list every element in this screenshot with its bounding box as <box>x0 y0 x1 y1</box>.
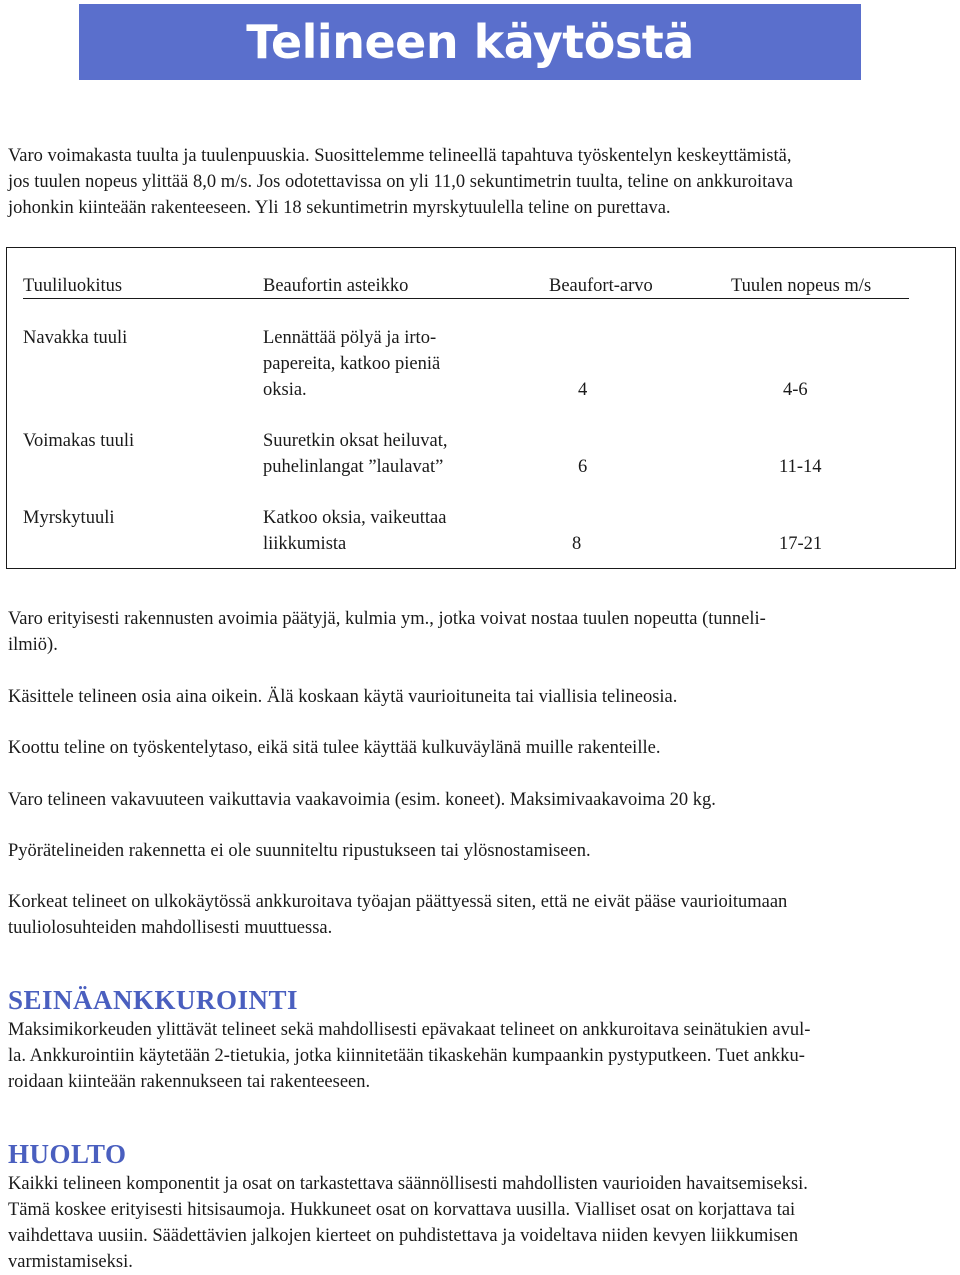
intro-line: johonkin kiinteään rakenteeseen. Yli 18 sekuntimetrin myrskytuulella teline on purettava. <box>8 198 671 218</box>
table-header-speed: Tuulen nopeus m/s <box>731 276 872 296</box>
note-line: Koottu teline on työskentelytaso, eikä sitä tulee käyttää kulkuväylänä muille rakenteille. <box>8 738 661 758</box>
table-cell-desc: puhelinlangat ”laulavat” <box>263 457 444 477</box>
table-cell-beaufort: 4 <box>578 380 588 400</box>
table-header-beaufort: Beaufort-arvo <box>549 276 653 296</box>
section-line: Maksimikorkeuden ylittävät telineet sekä mahdollisesti epävakaat telineet on ankkuroitava seinätukien avul- <box>8 1020 811 1040</box>
wind-table <box>6 247 956 569</box>
note-high-scaffold <box>8 889 952 941</box>
table-cell-speed: 11-14 <box>779 457 822 477</box>
intro-line: jos tuulen nopeus ylittää 8,0 m/s. Jos odotettavissa on yli 11,0 sekuntimetrin tuulta, teline on ankkuroitava <box>8 172 793 192</box>
table-cell-class: Myrskytuuli <box>23 508 115 528</box>
table-header-class: Tuuliluokitus <box>23 276 123 296</box>
table-header-scale: Beaufortin asteikko <box>263 276 409 296</box>
section-line: Tämä koskee erityisesti hitsisaumoja. Hukkuneet osat on korvattava uusilla. Vialliset osat on korjattava tai <box>8 1200 796 1220</box>
section-line: vaihdettava uusiin. Säädettävien jalkojen kierteet on puhdistettava ja voideltava niiden kevyen liikkumisen <box>8 1226 799 1246</box>
title-banner <box>79 4 861 80</box>
page-title: Telineen käytöstä <box>246 15 694 69</box>
table-cell-desc: papereita, katkoo pieniä <box>263 354 441 374</box>
table-cell-desc: liikkumista <box>263 534 347 554</box>
table-cell-beaufort: 6 <box>578 457 588 477</box>
note-work-platform <box>8 735 952 761</box>
note-tunnel-effect <box>8 606 952 658</box>
note-line: ilmiö). <box>8 635 58 655</box>
note-line: Pyörätelineiden rakennetta ei ole suunniteltu ripustukseen tai ylösnostamiseen. <box>8 841 591 861</box>
note-line: Varo erityisesti rakennusten avoimia päätyjä, kulmia ym., jotka voivat nostaa tuulen nopeutta (tunneli- <box>8 609 766 629</box>
note-line: Korkeat telineet on ulkokäytössä ankkuroitava työajan päättyessä siten, että ne eivät pääse vaurioitumaan <box>8 892 788 912</box>
section-body-maintenance <box>8 1171 952 1275</box>
table-cell-class: Voimakas tuuli <box>23 431 135 451</box>
section-heading-maintenance: HUOLTO <box>8 1139 127 1169</box>
table-cell-class: Navakka tuuli <box>23 328 128 348</box>
note-line: Varo telineen vakavuuteen vaikuttavia vaakavoimia (esim. koneet). Maksimivaakavoima 20 kg. <box>8 790 716 810</box>
table-cell-desc: Suuretkin oksat heiluvat, <box>263 431 448 451</box>
note-line: Käsittele telineen osia aina oikein. Älä koskaan käytä vaurioituneita tai viallisia telineosia. <box>8 687 678 707</box>
table-cell-desc: Katkoo oksia, vaikeuttaa <box>263 508 447 528</box>
section-heading-wall-anchoring: SEINÄANKKUROINTI <box>8 985 299 1015</box>
section-line: roidaan kiinteään rakennukseen tai rakenteeseen. <box>8 1072 371 1092</box>
section-line: la. Ankkurointiin käytetään 2-tietukia, jotka kiinnitetään tikaskehän kumpaankin pystyputkeen. Tuet ankku- <box>8 1046 805 1066</box>
table-cell-speed: 4-6 <box>783 380 808 400</box>
note-horizontal-forces <box>8 787 952 813</box>
table-cell-desc: Lennättää pölyä ja irto- <box>263 328 437 348</box>
section-line: Kaikki telineen komponentit ja osat on tarkastettava säännöllisesti mahdollisten vaurioiden havaitsemiseksi. <box>8 1174 808 1194</box>
section-body-wall-anchoring <box>8 1017 952 1095</box>
table-header-divider <box>23 298 909 299</box>
intro-paragraph <box>8 143 952 221</box>
table-cell-desc: oksia. <box>263 380 307 400</box>
note-handling <box>8 684 952 710</box>
intro-line: Varo voimakasta tuulta ja tuulenpuuskia. Suosittelemme telineellä tapahtuva työskentelyn keskeyttämistä, <box>8 146 792 166</box>
table-cell-beaufort: 8 <box>572 534 582 554</box>
table-cell-speed: 17-21 <box>779 534 823 554</box>
note-line: tuuliolosuhteiden mahdollisesti muuttuessa. <box>8 918 333 938</box>
section-line: varmistamiseksi. <box>8 1252 133 1272</box>
note-mobile-scaffold <box>8 838 952 864</box>
